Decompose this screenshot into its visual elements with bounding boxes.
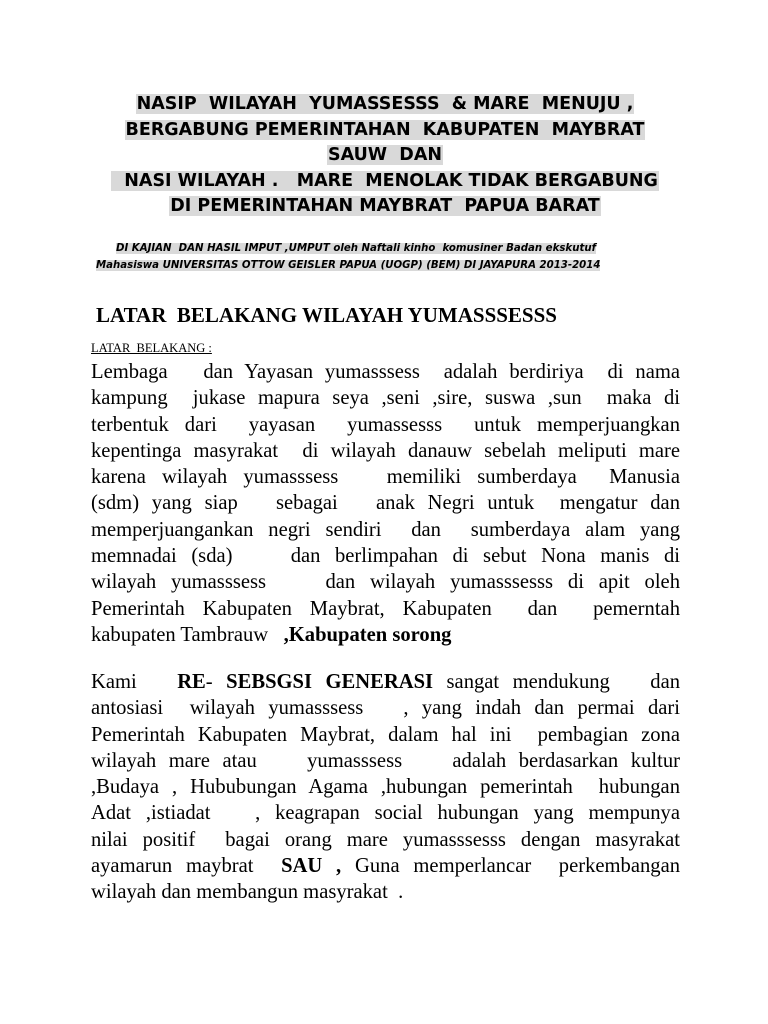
title-line: BERGABUNG PEMERINTAHAN KABUPATEN MAYBRAT	[125, 119, 645, 140]
paragraph-line: wilayah dan membangun masyrakat .	[91, 881, 404, 904]
paragraph-line: ,Budaya , Hububungan Agama ,hubungan pemerintah hubungan	[91, 776, 680, 799]
title-line: SAUW DAN	[327, 145, 443, 165]
title-line: DI PEMERINTAHAN MAYBRAT PAPUA BARAT	[170, 196, 600, 216]
author-note-line: Mahasiswa UNIVERSITAS OTTOW GEISLER PAPUA (UOGP) (BEM) DI JAYAPURA 2013-2014	[96, 260, 601, 271]
paragraph-line: kepentinga masyrakat di wilayah danauw sebelah meliputi mare	[91, 439, 680, 462]
paragraph-line: Kami RE- SEBSGSI GENERASI sangat mendukung dan	[91, 671, 681, 693]
author-note	[96, 240, 686, 274]
document-title	[90, 92, 680, 220]
paragraph-line: terbentuk dari yayasan yumassesss untuk memperjuangkan	[91, 413, 680, 436]
paragraph-line: karena wilayah yumasssess memiliki sumberdaya Manusia	[91, 466, 680, 489]
section-heading: LATAR BELAKANG WILAYAH YUMASSSESSS	[96, 303, 557, 327]
paragraph-line: ayamarun maybrat SAU , Guna memperlancar perkembangan	[91, 855, 681, 878]
title-line: NASI WILAYAH . MARE MENOLAK TIDAK BERGABUNG	[112, 170, 658, 191]
bold-text: RE	[177, 671, 206, 693]
paragraph-line: wilayah yumasssess dan wilayah yumasssesss di apit oleh	[91, 571, 680, 594]
paragraph-line: nilai positif bagai orang mare yumasssesss dengan masyrakat	[91, 828, 680, 851]
paragraph-line: kabupaten Tambrauw ,Kabupaten sorong	[91, 623, 452, 646]
paragraph-line: antosiasi wilayah yumasssess , yang indah dan permai dari	[91, 697, 680, 720]
title-line: NASIP WILAYAH YUMASSESSS & MARE MENUJU ,	[136, 94, 634, 114]
bold-text: SEBSGSI GENERASI	[226, 671, 434, 693]
paragraph-line: memnadai (sda) dan berlimpahan di sebut Nona manis di	[91, 545, 680, 568]
bold-text: SAU ,	[281, 855, 342, 878]
paragraph-line: kampung jukase mapura seya ,seni ,sire, suswa ,sun maka di	[91, 387, 680, 410]
paragraph-line: memperjuangankan negri sendiri dan sumberdaya alam yang	[91, 518, 680, 541]
bold-text: ,Kabupaten sorong	[283, 623, 452, 646]
paragraph-line: (sdm) yang siap sebagai anak Negri untuk mengatur dan	[91, 492, 680, 515]
paragraph-line: wilayah mare atau yumasssess adalah berdasarkan kultur	[91, 749, 680, 772]
paragraph-support	[91, 669, 680, 906]
paragraph-line: Pemerintah Kabupaten Maybrat, dalam hal ini pembagian zona	[91, 723, 680, 746]
subsection-label: LATAR BELAKANG :	[91, 341, 212, 355]
paragraph-line: Lembaga dan Yayasan yumasssess adalah berdiriya di nama	[91, 361, 680, 383]
paragraph-line: Pemerintah Kabupaten Maybrat, Kabupaten dan pemerntah	[91, 597, 680, 620]
paragraph-background	[91, 359, 680, 648]
paragraph-line: Adat ,istiadat , keagrapan social hubungan yang mempunya	[91, 802, 680, 825]
author-note-line: DI KAJIAN DAN HASIL IMPUT ,UMPUT oleh Naftali kinho komusiner Badan ekskutuf	[116, 243, 597, 254]
